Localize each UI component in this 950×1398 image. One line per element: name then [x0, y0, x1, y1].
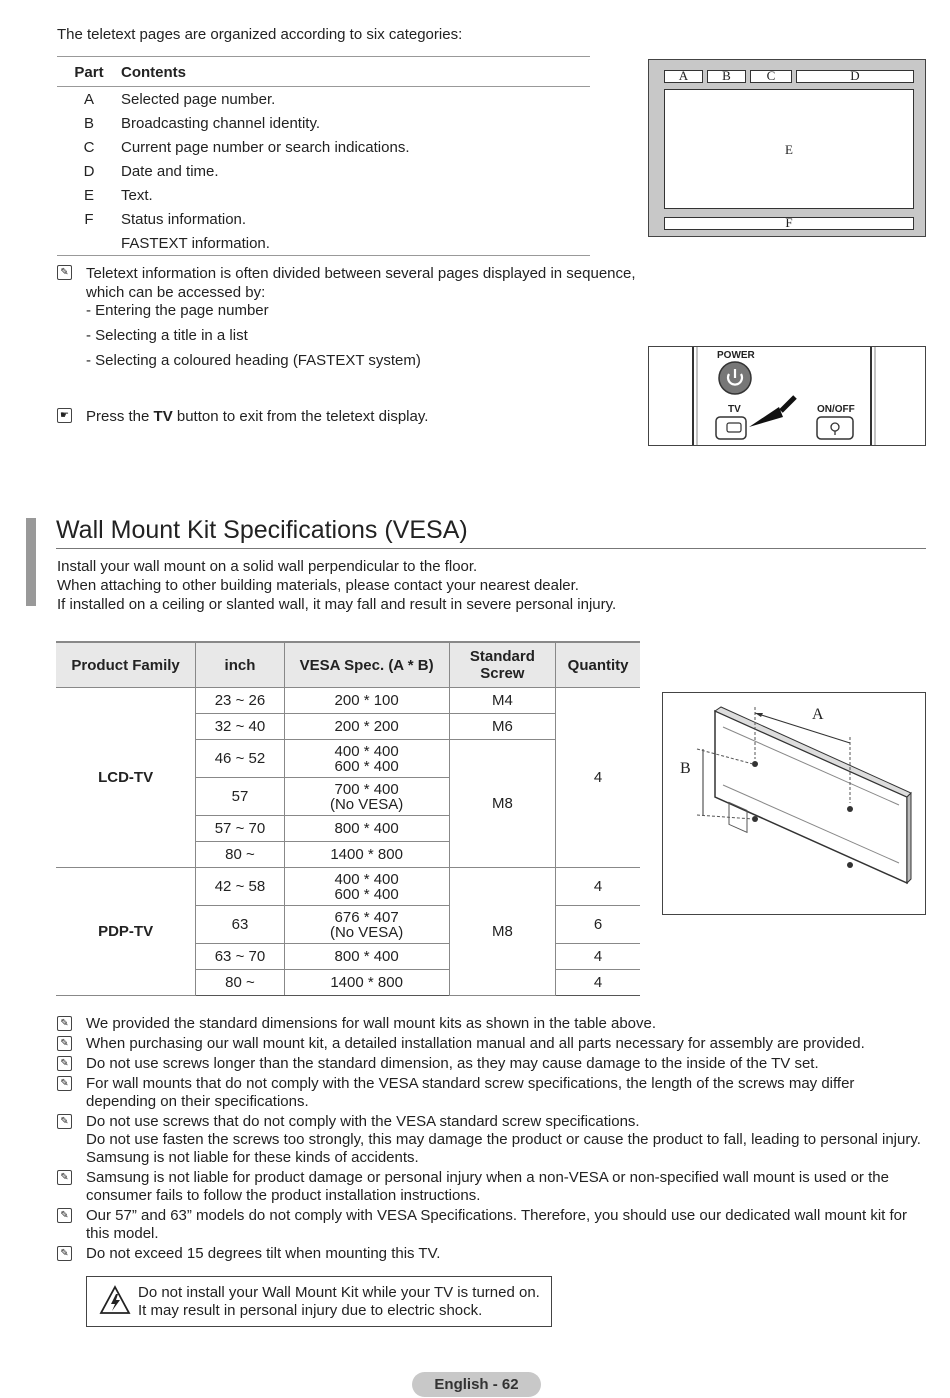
note-item — [57, 1207, 927, 1243]
vesa-notes — [57, 1015, 927, 1265]
screw-cell: M6 — [449, 714, 556, 740]
tv-back-drawing — [663, 693, 925, 914]
contents-cell: Current page number or search indications. — [121, 138, 410, 156]
diagram-label-e: E — [664, 89, 914, 209]
contents-cell: FASTEXT information. — [121, 231, 590, 256]
bullet-text: Entering the page number — [95, 302, 269, 319]
inch-cell: 63 ~ 70 — [196, 944, 284, 970]
contents-cell: Text. — [121, 186, 153, 204]
intro-line: If installed on a ceiling or slanted wall, it may fall and result in severe personal injury. — [57, 596, 617, 613]
note-icon: ✎ — [57, 1170, 72, 1185]
teletext-note — [57, 264, 647, 302]
contents-cell: Broadcasting channel identity. — [121, 114, 321, 132]
section-bar-gap — [36, 518, 42, 606]
screw-cell: M4 — [449, 688, 556, 714]
diagram-label-b: B — [707, 70, 746, 83]
hand-icon: ☛ — [57, 408, 72, 423]
column-header-inch: inch — [196, 642, 284, 688]
inch-cell: 23 ~ 26 — [196, 688, 284, 714]
teletext-parts-table — [57, 56, 590, 256]
note-item — [57, 1015, 927, 1033]
column-header-screw: Standard Screw — [449, 642, 556, 688]
note-text: We provided the standard dimensions for wall mount kits as shown in the table above. — [86, 1015, 657, 1032]
note-item — [57, 1113, 927, 1167]
contents-cell: Date and time. — [121, 162, 219, 180]
contents-cell: Status information. — [121, 210, 247, 228]
note-icon: ✎ — [57, 1036, 72, 1051]
family-cell-lcd: LCD-TV — [56, 688, 196, 868]
bullet-item: - Selecting a coloured heading (FASTEXT system) — [86, 352, 421, 369]
table-row — [57, 207, 590, 231]
table-row — [57, 135, 590, 159]
note-text: For wall mounts that do not comply with the VESA standard screw specifications, the length of the screws may differ depending on their specifications. — [86, 1075, 855, 1110]
quantity-cell: 6 — [556, 906, 640, 944]
warning-line: Do not install your Wall Mount Kit while your TV is turned on. — [138, 1284, 540, 1301]
spec-cell: 1400 * 800 — [284, 970, 449, 996]
tv-label: TV — [728, 404, 741, 415]
table-row — [57, 231, 590, 256]
onoff-label: ON/OFF — [817, 404, 855, 415]
note-icon: ✎ — [57, 1246, 72, 1261]
spec-cell: 200 * 200 — [284, 714, 449, 740]
quantity-cell: 4 — [556, 970, 640, 996]
diagram-label-a: A — [664, 70, 703, 83]
note-icon: ✎ — [57, 265, 72, 280]
note-item — [57, 1245, 927, 1263]
warning-line: It may result in personal injury due to electric shock. — [138, 1302, 483, 1319]
tv-button-name: TV — [153, 408, 173, 425]
note-icon: ✎ — [57, 1114, 72, 1129]
note-text: Our 57” and 63” models do not comply with VESA Specifications. Therefore, you should use our dedicated wall mount kit for this model. — [86, 1207, 907, 1242]
diagram-label-f: F — [664, 217, 914, 230]
wall-label-a: A — [812, 706, 824, 723]
part-cell: E — [83, 186, 94, 204]
column-header-family: Product Family — [56, 642, 196, 688]
spec-cell: 800 * 400 — [284, 944, 449, 970]
table-row — [57, 111, 590, 135]
remote-drawing — [649, 347, 926, 446]
diagram-label-c: C — [750, 70, 792, 83]
spec-cell: 676 * 407 (No VESA) — [284, 906, 449, 944]
column-header-quantity: Quantity — [556, 642, 640, 688]
note-text-pre: Press the — [86, 408, 154, 425]
note-text: Do not use screws that do not comply with the VESA standard screw specifications. Do not use fasten the screws too strongly, this may damage the product or cause the product to fall, leading to personal injury. Samsung is not liable for these kinds of accidents. — [86, 1113, 921, 1166]
wall-mount-illustration — [662, 692, 926, 915]
part-cell: B — [83, 114, 94, 132]
part-cell: A — [83, 90, 94, 108]
note-icon: ✎ — [57, 1208, 72, 1223]
column-header-part: Part — [57, 57, 121, 87]
table-row — [56, 868, 640, 906]
column-header-contents: Contents — [121, 57, 590, 87]
note-icon: ✎ — [57, 1056, 72, 1071]
inch-cell: 80 ~ — [196, 970, 284, 996]
quantity-cell: 4 — [556, 688, 640, 868]
note-item — [57, 1035, 927, 1053]
intro-line: When attaching to other building materials, please contact your nearest dealer. — [57, 577, 579, 594]
inch-cell: 42 ~ 58 — [196, 868, 284, 906]
table-row — [57, 183, 590, 207]
title-rule — [56, 548, 926, 549]
bullet-text: Selecting a coloured heading (FASTEXT system) — [95, 352, 421, 369]
intro-line: Install your wall mount on a solid wall perpendicular to the floor. — [57, 558, 478, 575]
spec-cell: 1400 * 800 — [284, 842, 449, 868]
bullet-item: - Entering the page number — [86, 302, 269, 319]
screw-cell: M8 — [449, 868, 556, 996]
remote-illustration — [648, 346, 926, 446]
spec-cell: 800 * 400 — [284, 816, 449, 842]
note-text: Teletext information is often divided between several pages displayed in sequence, which can be accessed by: — [86, 265, 636, 301]
teletext-intro: The teletext pages are organized according to six categories: — [57, 26, 463, 43]
spec-cell: 400 * 400 600 * 400 — [284, 740, 449, 778]
section-title: Wall Mount Kit Specifications (VESA) — [56, 516, 468, 544]
spec-cell: 200 * 100 — [284, 688, 449, 714]
teletext-exit-note — [57, 407, 647, 426]
inch-cell: 32 ~ 40 — [196, 714, 284, 740]
vesa-spec-table — [56, 641, 640, 996]
bullet-item: - Selecting a title in a list — [86, 327, 248, 344]
onoff-button-icon — [817, 417, 853, 439]
inch-cell: 80 ~ — [196, 842, 284, 868]
note-item — [57, 1169, 927, 1205]
table-row — [57, 87, 590, 112]
diagram-label-d: D — [796, 70, 914, 83]
inch-cell: 57 ~ 70 — [196, 816, 284, 842]
part-cell: D — [83, 162, 95, 180]
vesa-intro — [57, 557, 616, 614]
family-cell-pdp: PDP-TV — [56, 868, 196, 996]
table-row — [56, 688, 640, 714]
part-cell — [57, 231, 121, 256]
note-text-post: button to exit from the teletext display. — [172, 408, 429, 425]
inch-cell: 57 — [196, 778, 284, 816]
bullet-text: Selecting a title in a list — [95, 327, 248, 344]
spec-cell: 400 * 400 600 * 400 — [284, 868, 449, 906]
quantity-cell: 4 — [556, 868, 640, 906]
note-item — [57, 1055, 927, 1073]
warning-icon — [99, 1285, 131, 1315]
screw-cell: M8 — [449, 740, 556, 868]
warning-text — [138, 1284, 540, 1320]
page-number-badge: English - 62 — [412, 1372, 541, 1397]
power-label: POWER — [717, 350, 755, 361]
part-cell: F — [84, 210, 94, 228]
note-text: Do not use screws longer than the standard dimension, as they may cause damage to the inside of the TV set. — [86, 1055, 819, 1072]
contents-cell: Selected page number. — [121, 90, 276, 108]
teletext-screen-diagram — [648, 59, 926, 237]
note-icon: ✎ — [57, 1016, 72, 1031]
warning-box — [86, 1276, 552, 1327]
table-row — [57, 159, 590, 183]
part-cell: C — [83, 138, 95, 156]
spec-cell: 700 * 400 (No VESA) — [284, 778, 449, 816]
note-text: Samsung is not liable for product damage or personal injury when a non-VESA or non-specified wall mount is used or the consumer fails to follow the product installation instructions. — [86, 1169, 889, 1204]
quantity-cell: 4 — [556, 944, 640, 970]
inch-cell: 46 ~ 52 — [196, 740, 284, 778]
wall-label-b: B — [680, 760, 691, 777]
column-header-spec: VESA Spec. (A * B) — [284, 642, 449, 688]
inch-cell: 63 — [196, 906, 284, 944]
note-icon: ✎ — [57, 1076, 72, 1091]
note-text: When purchasing our wall mount kit, a detailed installation manual and all parts necessary for assembly are provided. — [86, 1035, 865, 1052]
note-item — [57, 1075, 927, 1111]
note-text: Do not exceed 15 degrees tilt when mounting this TV. — [86, 1245, 441, 1262]
